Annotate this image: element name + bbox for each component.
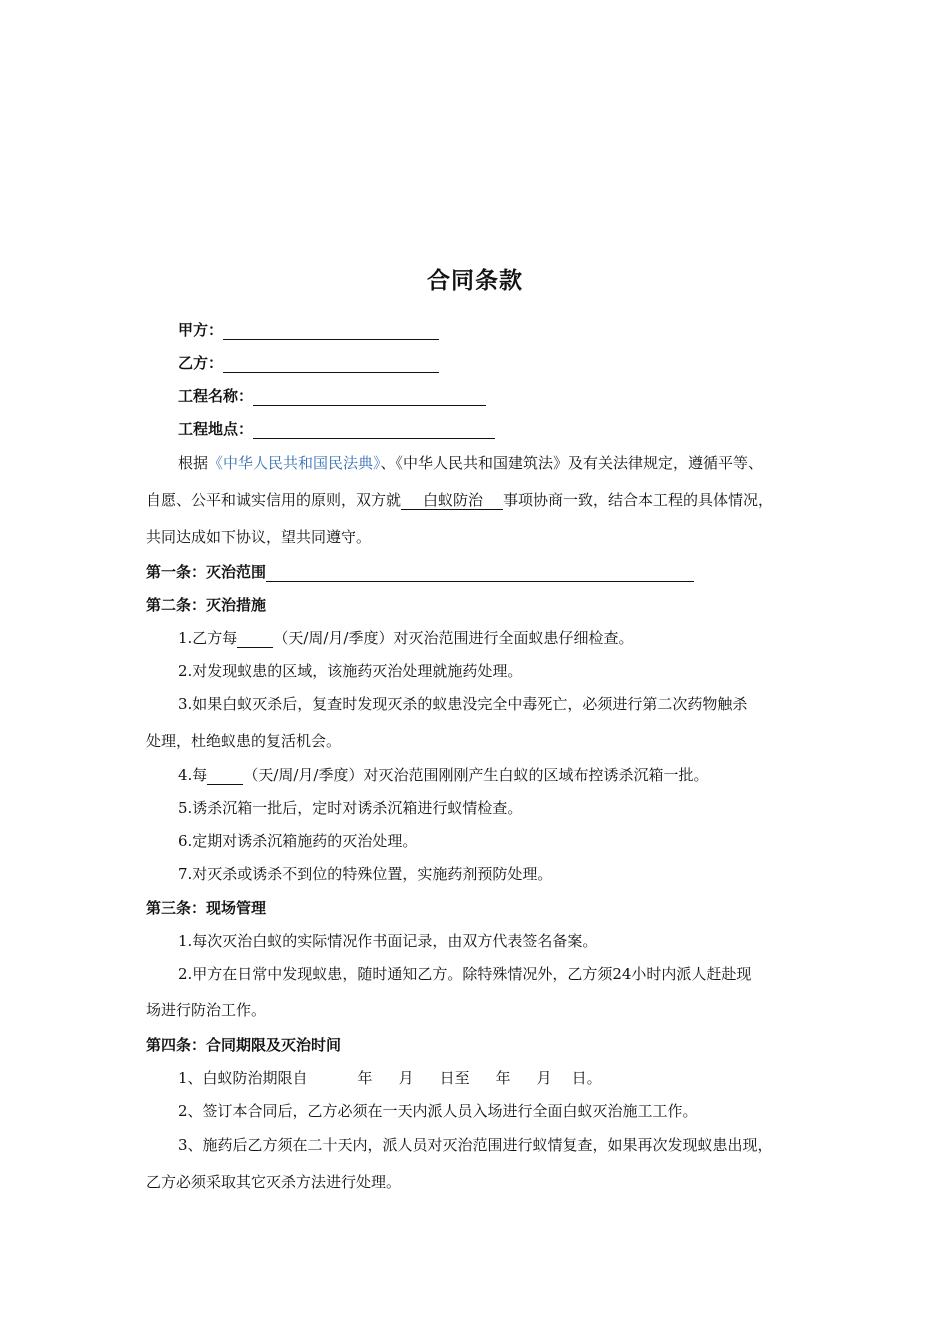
article-2-item-7: 7.对灭杀或诱杀不到位的特殊位置，实施药剂预防处理。: [178, 865, 553, 883]
date-unit: 年: [357, 1069, 373, 1087]
party-a-row: [178, 320, 439, 340]
article-2-item-5: 5.诱杀沉箱一批后，定时对诱杀沉箱进行蚁情检查。: [178, 799, 523, 817]
article-3-item-2-line-2: 场进行防治工作。: [146, 1001, 267, 1019]
document-title: 合同条款: [427, 268, 523, 294]
article-2-item-4: [178, 765, 708, 785]
date-unit: 日至: [439, 1069, 470, 1087]
article-4-heading: 第四条：合同期限及灭治时间: [146, 1036, 342, 1054]
item-text: 1.乙方每: [178, 629, 238, 647]
party-b-label: 乙方：: [178, 354, 224, 372]
intro-line-1: [178, 453, 763, 473]
project-name-label: 工程名称：: [178, 387, 254, 405]
article-3-item-2-line-1: 2.甲方在日常中发现蚁患，随时通知乙方。除特殊情况外，乙方须24小时内派人赶赴现: [178, 965, 752, 983]
project-location-row: [178, 419, 495, 439]
article-2-heading: 第二条：灭治措施: [146, 596, 267, 614]
article-1-heading-row: [146, 562, 694, 582]
project-location-input-line[interactable]: [253, 421, 495, 439]
date-unit: 月: [398, 1069, 414, 1087]
subject-fill-in[interactable]: 白蚁防治: [401, 491, 503, 510]
project-name-input-line[interactable]: [253, 388, 486, 406]
article-4-item-3-line-2: 乙方必须采取其它灭杀方法进行处理。: [146, 1173, 402, 1191]
date-unit: 月: [536, 1069, 552, 1087]
article-3-heading: 第三条：现场管理: [146, 899, 267, 917]
article-2-item-2: 2.对发现蚁患的区域，该施药灭治处理就施药处理。: [178, 662, 523, 680]
party-a-label: 甲方：: [178, 321, 224, 339]
scope-input-line[interactable]: [266, 564, 694, 582]
article-2-item-3-line-2: 处理，杜绝蚁患的复活机会。: [146, 732, 342, 750]
item-text: （天/周/月/季度）对灭治范围刚刚产生白蚁的区域布控诱杀沉箱一批。: [243, 766, 709, 784]
article-1-heading: 第一条：灭治范围: [146, 563, 267, 581]
party-b-input-line[interactable]: [223, 355, 439, 373]
article-2-item-3-line-1: 3.如果白蚁灭杀后，复查时发现灭杀的蚁患没完全中毒死亡，必须进行第二次药物触杀: [178, 695, 748, 713]
frequency-blank-2[interactable]: [207, 768, 243, 785]
article-2-item-1: [178, 628, 633, 648]
date-unit: 年: [495, 1069, 511, 1087]
article-4-item-1: [178, 1068, 602, 1088]
intro-text: 事项协商一致，结合本工程的具体情况，: [503, 491, 774, 509]
article-3-item-1: 1.每次灭治白蚁的实际情况作书面记录，由双方代表签名备案。: [178, 932, 598, 950]
frequency-blank-1[interactable]: [237, 631, 273, 648]
intro-line-3: 共同达成如下协议，望共同遵守。: [146, 528, 372, 546]
article-2-item-6: 6.定期对诱杀沉箱施药的灭治处理。: [178, 832, 418, 850]
intro-text: 根据: [178, 454, 209, 472]
item-text: （天/周/月/季度）对灭治范围进行全面蚁患仔细检查。: [273, 629, 634, 647]
party-b-row: [178, 353, 439, 373]
item-text: 1、白蚁防治期限自: [178, 1069, 308, 1087]
project-location-label: 工程地点：: [178, 420, 254, 438]
party-a-input-line[interactable]: [223, 322, 439, 340]
intro-line-2: [146, 490, 773, 510]
intro-text: 、《中华人民共和国建筑法》及有关法律规定，遵循平等、: [380, 454, 764, 472]
date-unit: 日。: [571, 1069, 602, 1087]
article-4-item-2: 2、签订本合同后，乙方必须在一天内派人员入场进行全面白蚁灭治施工工作。: [178, 1102, 698, 1120]
project-name-row: [178, 386, 486, 406]
item-text: 4.每: [178, 766, 208, 784]
article-4-item-3-line-1: 3、施药后乙方须在二十天内，派人员对灭治范围进行蚁情复查，如果再次发现蚁患出现，: [178, 1136, 773, 1154]
intro-text: 自愿、公平和诚实信用的原则，双方就: [146, 491, 402, 509]
civil-code-link[interactable]: 《中华人民共和国民法典》: [208, 454, 381, 472]
